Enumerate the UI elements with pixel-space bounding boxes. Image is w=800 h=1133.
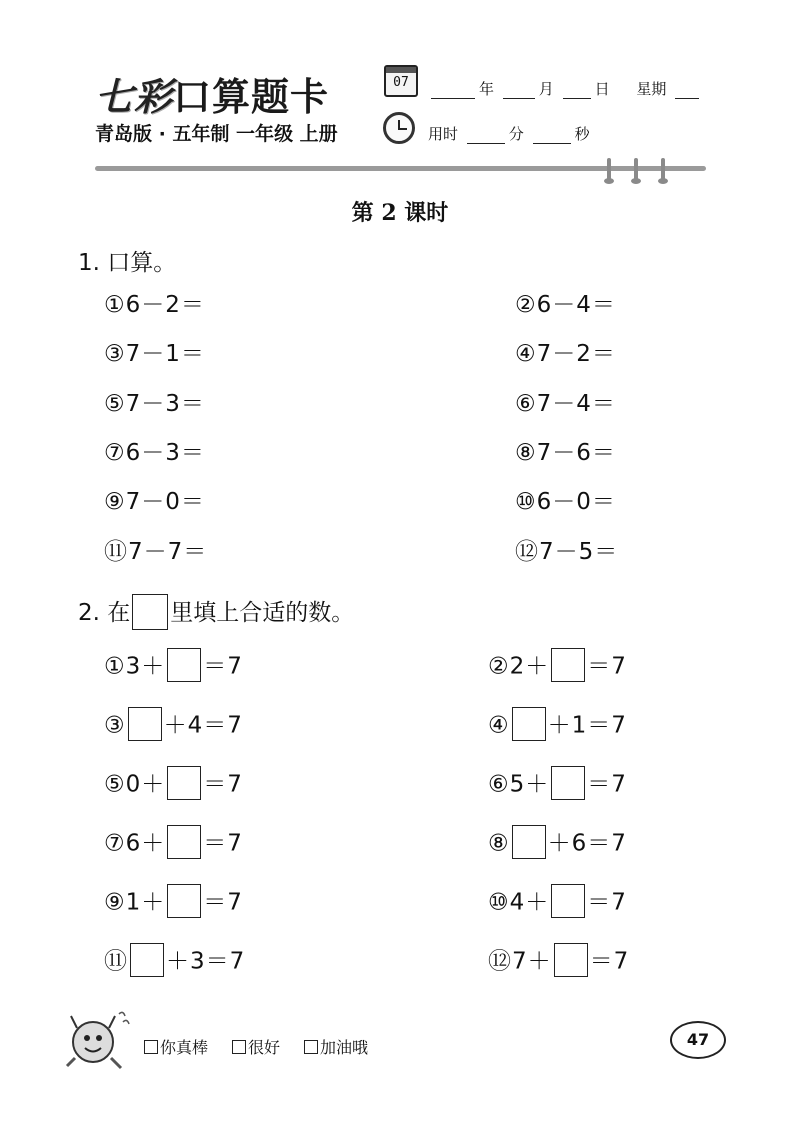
oral-calc-item: ⑤7－3＝ [104, 391, 205, 417]
fill-blank-item [488, 888, 627, 918]
fill-blank-item [104, 652, 243, 682]
oral-calc-item: ④7－2＝ [515, 341, 616, 367]
time-label: 用时 [428, 125, 459, 143]
answer-box[interactable] [554, 943, 588, 977]
item-prefix: ⑦6＋ [104, 830, 166, 857]
mascot-icon [63, 1008, 133, 1070]
month-blank[interactable] [503, 84, 535, 99]
item-suffix: ＋1＝7 [547, 712, 627, 739]
calendar-day: 07 [393, 75, 409, 90]
week-label: 星期 [636, 80, 667, 98]
header-divider [95, 166, 706, 171]
brand-qicai: 七彩 [95, 74, 174, 119]
item-suffix: ＝7 [587, 771, 627, 798]
item-prefix: ⑩4＋ [488, 889, 550, 916]
edition-subtitle: 青岛版 · 五年制 一年级 上册 [95, 123, 338, 145]
fill-blank-item [104, 711, 243, 741]
calendar-icon [384, 65, 418, 97]
page-number: 47 [670, 1021, 726, 1059]
minute-blank[interactable] [467, 129, 505, 144]
item-suffix: ＋4＝7 [163, 712, 243, 739]
week-blank[interactable] [675, 84, 699, 99]
answer-box[interactable] [128, 707, 162, 741]
answer-box[interactable] [551, 884, 585, 918]
day-label: 日 [594, 80, 610, 98]
answer-box[interactable] [167, 766, 201, 800]
section2-title-before: 2. 在 [78, 600, 131, 626]
item-suffix: ＝7 [203, 771, 243, 798]
oral-calc-item: ⑦6－3＝ [104, 440, 205, 466]
item-prefix: ⑫7＋ [488, 948, 552, 975]
item-prefix: ⑤0＋ [104, 771, 166, 798]
item-suffix: ＝7 [587, 889, 627, 916]
rating-label: 很好 [248, 1038, 281, 1057]
checkbox[interactable] [232, 1040, 246, 1054]
oral-calc-item: ③7－1＝ [104, 341, 205, 367]
answer-box[interactable] [130, 943, 164, 977]
answer-box-sample [132, 594, 168, 630]
binder-ring-icon [661, 158, 665, 180]
answer-box[interactable] [551, 648, 585, 682]
fill-blank-item [488, 652, 627, 682]
month-label: 月 [538, 80, 554, 98]
answer-box[interactable] [512, 707, 546, 741]
section2-title [78, 594, 354, 630]
item-suffix: ＝7 [203, 830, 243, 857]
rating-option-great[interactable] [144, 1035, 208, 1058]
item-suffix: ＝7 [203, 889, 243, 916]
fill-blank-item [488, 947, 629, 977]
checkbox[interactable] [144, 1040, 158, 1054]
year-label: 年 [479, 80, 495, 98]
fill-blank-item [104, 888, 243, 918]
clock-icon [383, 112, 415, 144]
oral-calc-item: ⑫7－5＝ [515, 539, 619, 565]
answer-box[interactable] [167, 825, 201, 859]
oral-calc-item: ⑧7－6＝ [515, 440, 616, 466]
oral-calc-item: ⑪7－7＝ [104, 539, 208, 565]
checkbox[interactable] [304, 1040, 318, 1054]
date-line [427, 78, 703, 99]
oral-calc-item: ⑩6－0＝ [515, 489, 616, 515]
binder-ring-icon [607, 158, 611, 180]
brand-kousuan: 口算题卡 [173, 74, 330, 119]
item-suffix: ＋6＝7 [547, 830, 627, 857]
item-suffix: ＝7 [203, 653, 243, 680]
item-suffix: ＝7 [587, 653, 627, 680]
rating-label: 加油哦 [320, 1038, 369, 1057]
fill-blank-item [488, 829, 627, 859]
fill-blank-item [104, 770, 243, 800]
rating-label: 你真棒 [160, 1038, 209, 1057]
lesson-title: 第 2 课时 [351, 200, 449, 226]
rating-option-keep-trying[interactable] [304, 1035, 368, 1058]
fill-blank-item [488, 770, 627, 800]
section2-title-after: 里填上合适的数。 [170, 600, 355, 626]
minute-label: 分 [508, 125, 524, 143]
item-prefix: ⑪ [104, 948, 128, 975]
oral-calc-item: ②6－4＝ [515, 292, 616, 318]
item-suffix: ＋3＝7 [166, 948, 246, 975]
oral-calc-item: ①6－2＝ [104, 292, 205, 318]
fill-blank-item [488, 711, 627, 741]
oral-calc-item: ⑨7－0＝ [104, 489, 205, 515]
section1-title: 1. 口算。 [78, 250, 177, 276]
second-blank[interactable] [533, 129, 571, 144]
item-prefix: ⑧ [488, 830, 510, 857]
answer-box[interactable] [167, 648, 201, 682]
brand-title [95, 66, 329, 121]
fill-blank-item [104, 829, 243, 859]
item-prefix: ①3＋ [104, 653, 166, 680]
time-line [428, 123, 590, 144]
item-prefix: ⑨1＋ [104, 889, 166, 916]
item-suffix: ＝7 [589, 948, 630, 975]
item-prefix: ④ [488, 712, 510, 739]
oral-calc-item: ⑥7－4＝ [515, 391, 616, 417]
day-blank[interactable] [563, 84, 591, 99]
binder-ring-icon [634, 158, 638, 180]
answer-box[interactable] [512, 825, 546, 859]
rating-option-good[interactable] [232, 1035, 280, 1058]
fill-blank-item [104, 947, 245, 977]
item-prefix: ②2＋ [488, 653, 550, 680]
item-prefix: ③ [104, 712, 126, 739]
second-label: 秒 [574, 125, 590, 143]
answer-box[interactable] [167, 884, 201, 918]
item-prefix: ⑥5＋ [488, 771, 550, 798]
year-blank[interactable] [431, 84, 475, 99]
answer-box[interactable] [551, 766, 585, 800]
